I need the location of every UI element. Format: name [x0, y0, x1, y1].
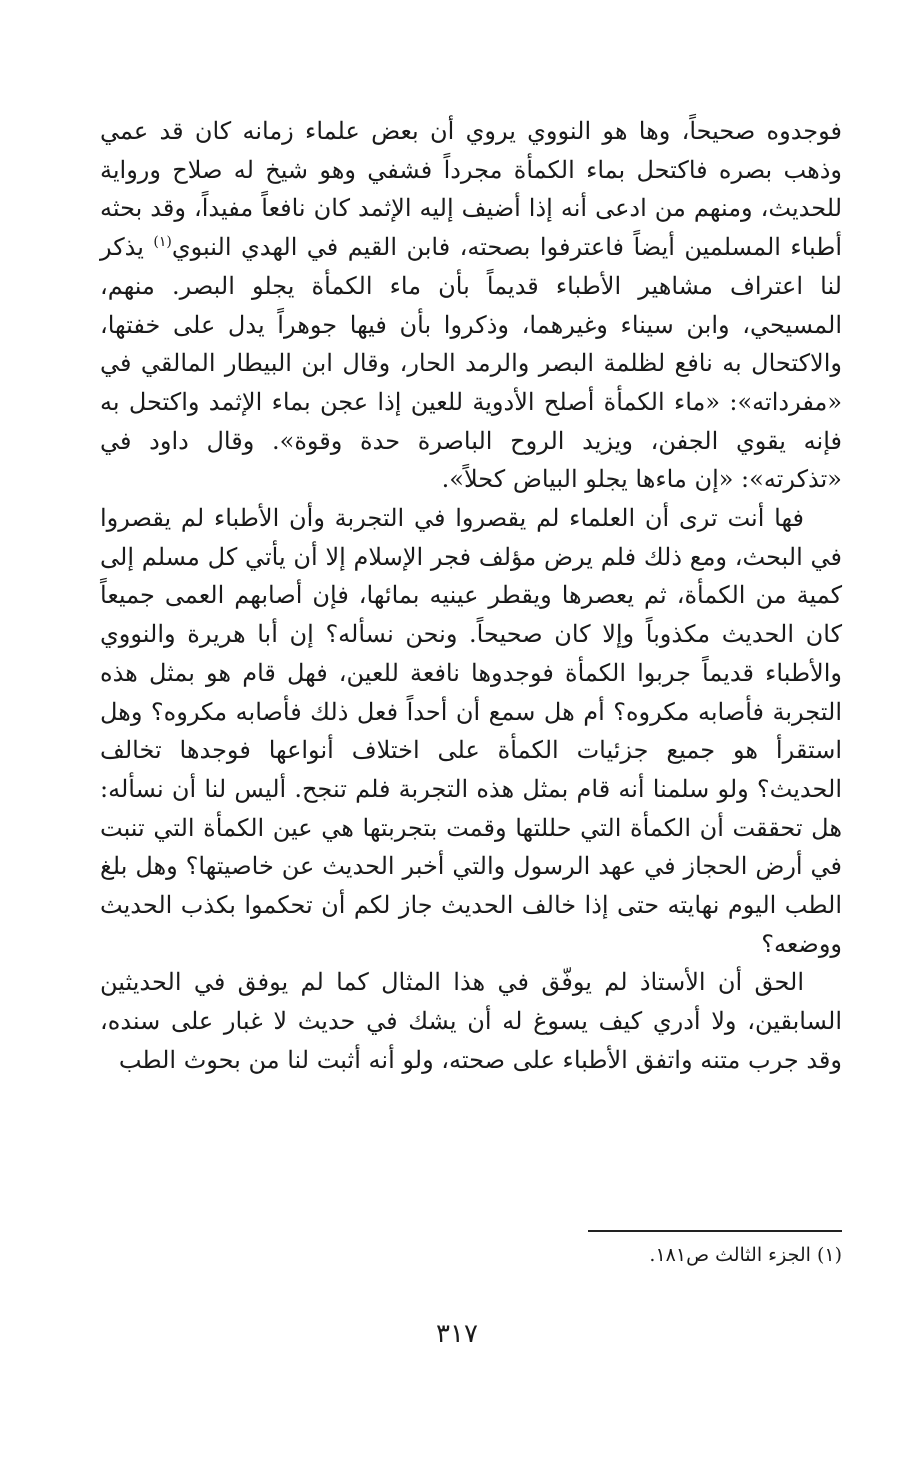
paragraph-1 [100, 112, 842, 499]
paragraph-3: الحق أن الأستاذ لم يوفّق في هذا المثال كما لم يوفق في الحديثين السابقين، ولا أدري كيف يسوغ له أن يشك في حديث لا غبار على سنده، وقد جرب متنه واتفق الأطباء على صحته، ولو أنه أثبت لنا من بحوث الطب [100, 968, 842, 1074]
page-number: ٣١٧ [436, 1319, 478, 1349]
footnote-divider [588, 1230, 842, 1232]
footnote: (١) الجزء الثالث ص١٨١. [649, 1244, 842, 1266]
main-text [100, 112, 842, 1080]
footnote-reference: (١) [153, 234, 172, 251]
paragraph-2: فها أنت ترى أن العلماء لم يقصروا في التجربة وأن الأطباء لم يقصروا في البحث، ومع ذلك فلم يرض مؤلف فجر الإسلام إلا أن يأتي كل مسلم إلى كمية من الكمأة، ثم يعصرها ويقطر عينيه بمائها، فإن أصابهم العمى جميعاً كان الحديث مكذوباً وإلا كان صحيحاً. ونحن نسأله؟ إن أبا هريرة والنووي والأطباء قديماً جربوا الكمأة فوجدوها نافعة للعين، فهل قام هو بمثل هذه التجربة فأصابه مكروه؟ أم هل سمع أن أحداً فعل ذلك فأصابه مكروه؟ وهل استقرأ هو جميع جزئيات الكمأة على اختلاف أنواعها فوجدها تخالف الحديث؟ ولو سلمنا أنه قام بمثل هذه التجربة فلم تنجح. أليس لنا أن نسأله: هل تحققت أن الكمأة التي حللتها وقمت بتجربتها هي عين الكمأة التي تنبت في أرض الحجاز في عهد الرسول والتي أخبر الحديث عن خاصيتها؟ وهل بلغ الطب اليوم نهايته حتى إذا خالف الحديث جاز لكم أن تحكموا بكذب الحديث ووضعه؟ [100, 504, 842, 958]
paragraph-1-continuation: يذكر لنا اعتراف مشاهير الأطباء قديماً بأن ماء الكمأة يجلو البصر. منهم، المسيحي، وابن سيناء وغيرهما، وذكروا بأن فيها جوهراً يدل على خفتها، والاكتحال به نافع لظلمة البصر والرمد الحار، وقال ابن البيطار المالقي في «مفرداته»: «ماء الكمأة أصلح الأدوية للعين إذا عجن بماء الإثمد واكتحل به فإنه يقوي الجفن، ويزيد الروح الباصرة حدة وقوة». وقال داود في «تذكرته»: «إن ماءها يجلو البياض كحلاً». [100, 233, 843, 494]
paragraph-1-text: فوجدوه صحيحاً، وها هو النووي يروي أن بعض علماء زمانه كان قد عمي وذهب بصره فاكتحل بماء الكمأة مجرداً فشفي وهو شيخ له صلاح ورواية للحديث، ومنهم من ادعى أنه إذا أضيف إليه الإثمد كان نافعاً مفيداً، وقد بحثه أطباء المسلمين أيضاً فاعترفوا بصحته، فابن القيم في الهدي النبوي [100, 117, 843, 262]
